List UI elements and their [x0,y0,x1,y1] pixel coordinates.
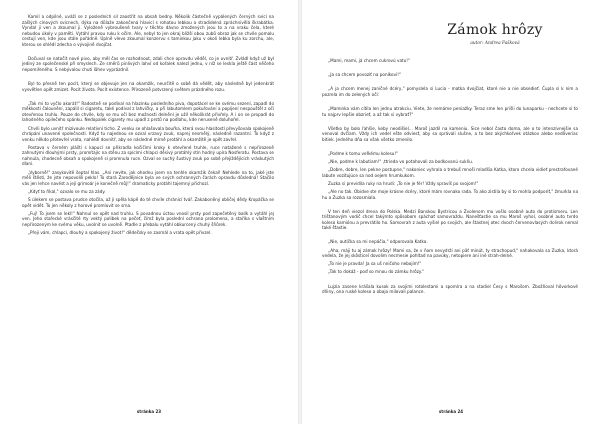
paragraph: Kamil a odpilné, uváží se z posledních sil zaostřit na obsah bedny. Několik částečně vypálených černých svící na zašlých cínových svícnech, dýka na důlaže zakončená hlavicí s rohatou lebkou a stradidelná zpráchnivělá škrabátka. Vyndal ji ven a zkoumal ji. Vyloženě vybroušené tvary v těchto dávno zmožených jsou to a na vraku čela, které nebudou úkoly v paměti. Vytáhl pravou ruku k očím. Ale, nebyl to jen okraj bližší obou zubů obraz jak se chvíle pomalu cestují ven, kde jsou stále pořádně. Úplně vlevo zkoumal konzervu s taminkou jaku v okoli lebka byla ku zorchu, ale, kterou se ohlédl zdecha o vývojině dvojčat. [22,14,274,47]
left-page-text [22,14,274,238]
paragraph: „Vyborně!" zasykovitě šeptal hlas. „Ani nevíte, jak ohodnu jsem na tenhle okamžik čekal! Nehlede na to, jaké jste měli štěstí, že jste nepovolili peklo! To stará Zarodějnice byla ve svých ochranných čarách opravdu důsledná! Stačilo vás jen lehce navést a její grimoár je konečně můj!" dramaticky protáhl tajemný přichozí. [22,169,274,186]
left-page [0,0,298,424]
story-title: Zámok hrôzy [447,22,543,38]
paragraph: „Ja sa chcem povoziť na poníkovi!" [328,72,401,78]
paragraph: „Aha, máji tu aj zámok hrôzy! Mami sa, že v ňom nevydrží ani päť minút, ty strachopud," nahakovala sa Zuzka, ktorá vedela, že jej skôsticel dovolim necmesie pohltad na pavúky, netopiere ani iné strah-delné. [322,247,578,259]
paragraph: Byl to přesně ten pocit, který se objevuje jen na okamžik, neurčitě o sobě dá vědět, aby následně byl jedenkrát vysvětlen opět zmizet. Pocit života. Pocit existence. Přirozeně potvrzený světem prázdného rozu. [22,81,274,92]
paragraph: „To nie je pravda! Ja sa uš nničoho nebojím!" [328,261,422,267]
story-author: autor: Andrea Fašková [470,41,520,46]
paragraph: „Nie, autíčka sa mi nepáčia," odporovala Katka. [328,239,428,245]
right-page [302,0,600,424]
paragraph: „Tak mi to vyčlo akorát!" Radostně se podíval na hlazinku posledního piva, dopotácel se ke svému sezení, zapadl do měkkosti čalounění, zapálil si cigaretu, také podíval z lahvičky, a při labutomlem pokuřování a popíjení nespouštěl z očí otevřenou truhlu. Pouze do chvíle, kdy se mu oči bez možnosti delnění je užil několikrát přivřely. A i on se propadl do lahodného opilečeho spánku. Nedopalek cigarety mu upadl z prstů na podlahu, kde neruseně doluhořel. [22,100,274,123]
story-heading [412,22,578,46]
paragraph: „Nie, podme k labutiam!" ,ttrieda vo potahovali za bodkovanú sukňu. [328,159,474,165]
paragraph: „Ale no tak. Obidve ste moje krásne dcéry, ktoré mám rovnako rada. To ako zistila by si to mohla podporiť," žmurkla na hu a Zuzka sa rozosmiala. [322,189,578,200]
paragraph: Chvíli bylo uvnitř mizivoule relativní ticho. Z venku se ohlašovala bouřka, která svou hlasitostí převyšovala spokojeně chrápání unavené společnosti. Když tu najednou se ozval vrzavý zvuk, naprej nesmělý, následně razantní. To když z venku někdo přotevřel vrata, nahlédl dovnitř, aby se následné mírně protáhl a okamžitě je opět zavřel. [22,125,274,142]
paragraph: „Podme k tomu veľkému kolesu!" [328,150,398,156]
paragraph: Zuzka si previdila ruky na hrudi: „To nie je fér! Vždy spravíš po svojom!" [328,180,479,186]
paragraph: „Maminka vám cítila len jednu atrakciu. Viete, že nemáme peniažky. Teraz sme len prišli do lunaparku - nechcete si to tu najprv lepšie obzrieť, a až tak si vybrať?" [322,105,578,117]
paragraph: Postava v černém plášti s kapucí se přikradla kočičími kroky k otevřené truhle, ruce natažené s nepřirozeně zahnutými dlouhými prsty, promítajíc na stěnu za spícími chlapci děsivý protáhlý stín hodný upíra Nosferatu. Postava se nahnula, chodecně obsah a spokojeně si promnula ruce. Ozval se suchý šustivý zvuk po sobě přejíždějících vráskutých dlani. [22,144,274,167]
page-number: stránka 23 [136,409,162,414]
page-number: stránka 24 [438,409,464,414]
paragraph: S úlekem se postava prudce otočila, až jí spěla kápě do té chvíle chránící tvář. Zakaboněný obličej dědy Kropáčka se opět vidět. To jen několy z horové promluvit se srna. [22,196,274,208]
paragraph: „Mami, mami, já chcem cukrovú vatu!" [328,58,410,63]
paragraph: „Dobre, dobre, len pekne postupne," nakoniec vyhrala o trebuš mnoší mladšia Katka, ktoro chcela vidieť prestrafované labute vozitujúce sa nod oejem hrumkukom. [322,167,578,178]
paragraph: Dočuval se natočit nové pivo, aby měl čas se rozhodnout, zdali chce opravdu věděl, co je uvnitř. Zvládl když už byl jediný ze společenské při smyslech. Ze směrů pinlivých lahví od kořalek nalezl jednu, v níž se leskla ještě část něčeho nepomiřeného. S nebývalou chuti lähev vyprázdnil. [22,55,274,72]
paragraph: „A ja chcem menej zaničné dcéry," pomyslela si Lucia - matka dvojčiat, ktoré nie a nie obsedieť. Čupla si k nim a pozrela im do zelených očí: [322,86,578,97]
paragraph: „Kdyť to říkal," ozvalo se mu za zády. [28,188,106,194]
paragraph: V ten deň viezol dreva do Polska. Medzi Banskou Bystricou a Zvolenom mu vošlo osobné auto do protismeru. Len trištanovým vodič chcel takýmto spôsobom spáchať samovraždu. Nanešťastie sa mu Maroš vyhol, osobné auto tvrdo koleso kamiónu a prevrátilo ho. Samovrah z auta vyšiel po svojich, ale štastnej otec dvoch červenovlasých dcérok nemal také šťastie. [322,208,578,231]
paragraph: Všetko by bolo ľahšie, keby neodišiel... Maroš jazdil na kameniu. Sice nebol často doma, ale o to intenzívnejšie sa venoval dvčíam. Vždy ich vedel ešte odviesť, aby sa správali slušne, a to bez akýchkoľvek otázkov alebo nedôveriac bitiek. Jedného dňa sa však všetko zmenilo. [322,125,578,142]
right-page-text [322,14,578,297]
paragraph: „Tak to dokáž - poď so mnou do zámku hrôzy." [328,269,425,275]
paragraph: „Fuj! To jsem se lekl!" Nahnul se opět nad truhlu. S povadnou úctou vnosil prsty pod zapečetěný balík a vytáhl jej ven. Jeho stařecké vrásčité rty vektý polibek na pečeť, čímž byla poslední ochrana prolomena, a staříka s vlaštním nepřirozeným ke svému věku, uvolnit se uvolně. Ptadle z přebalu vytáhl obkurcený chuhý šňůrek. [22,210,274,227]
paragraph: Lujzia zasene krášala kusok za svojimi rotolestami a spomíra a na stadiel Česy s Marošom. Zbožňoval hôvorkové dňiny, ona ruské koleso a obaja milovali palance. [322,283,578,295]
paragraph: „Přeji vám, chlapci, dlouhý a spokojený život!" dědečsky se zasmál a vrata opět přivzel. [28,229,212,235]
